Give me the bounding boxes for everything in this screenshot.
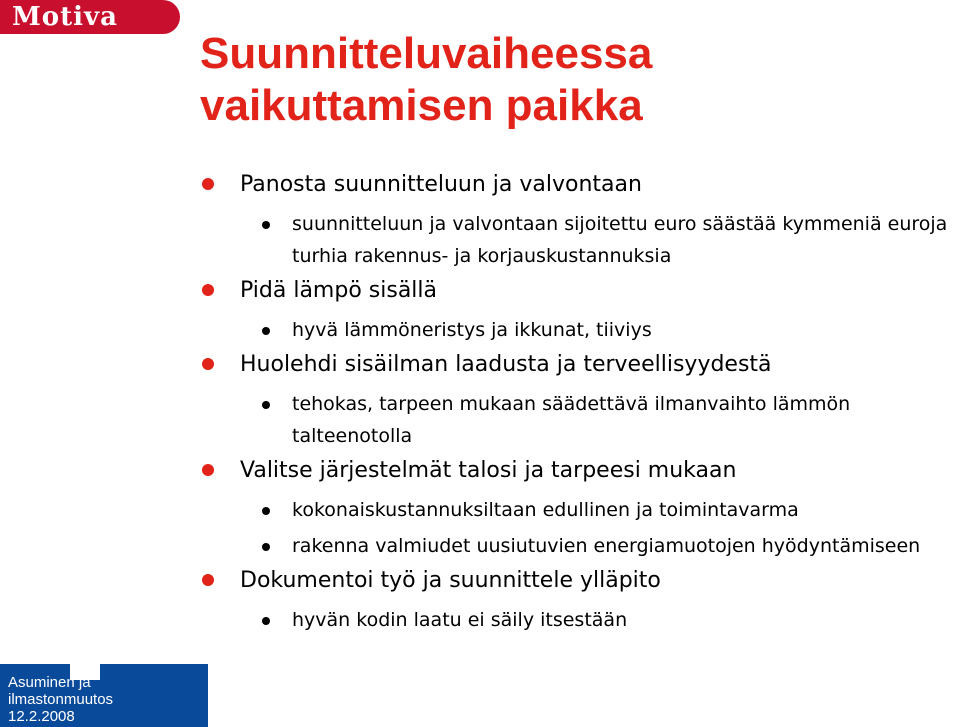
sub-bullet-item	[200, 388, 958, 452]
sub-bullet-text: kokonaiskustannuksiltaan edullinen ja toimintavarma	[292, 499, 799, 521]
footer-text	[8, 674, 113, 725]
bullet-item	[200, 276, 958, 306]
sub-bullet-item	[200, 208, 958, 272]
bullet-text: Dokumentoi työ ja suunnittele ylläpito	[240, 568, 661, 593]
sub-bullet-text: tehokas, tarpeen mukaan säädettävä ilmanvaihto lämmön talteenotolla	[292, 393, 851, 447]
bullet-list	[200, 170, 958, 640]
black-bullet-icon	[262, 507, 270, 515]
red-bullet-icon	[202, 358, 214, 370]
footer-date: 12.2.2008	[8, 708, 75, 725]
sub-bullet-item	[200, 494, 958, 526]
footer-line-1: Asuminen ja	[8, 674, 91, 691]
red-bullet-icon	[202, 284, 214, 296]
black-bullet-icon	[262, 617, 270, 625]
sub-bullet-text: hyvän kodin laatu ei säily itsestään	[292, 609, 628, 631]
sub-bullet-text: suunnitteluun ja valvontaan sijoitettu euro säästää kymmeniä euroja turhia rakennus- ja korjauskustannuksia	[292, 213, 948, 267]
bullet-text: Valitse järjestelmät talosi ja tarpeesi mukaan	[240, 458, 737, 483]
bullet-item	[200, 350, 958, 380]
bullet-item	[200, 170, 958, 200]
motiva-logo	[0, 0, 180, 34]
red-bullet-icon	[202, 464, 214, 476]
black-bullet-icon	[262, 327, 270, 335]
bullet-text: Panosta suunnitteluun ja valvontaan	[240, 172, 642, 197]
bullet-item	[200, 566, 958, 596]
sub-bullet-item	[200, 604, 958, 636]
bullet-item	[200, 456, 958, 486]
sub-bullet-text: hyvä lämmöneristys ja ikkunat, tiiviys	[292, 319, 652, 341]
black-bullet-icon	[262, 221, 270, 229]
bullet-text: Pidä lämpö sisällä	[240, 278, 438, 303]
black-bullet-icon	[262, 401, 270, 409]
red-bullet-icon	[202, 178, 214, 190]
slide-title	[200, 28, 652, 132]
red-bullet-icon	[202, 574, 214, 586]
sub-bullet-item	[200, 314, 958, 346]
sub-bullet-text: rakenna valmiudet uusiutuvien energiamuotojen hyödyntämiseen	[292, 535, 921, 557]
footer-line-2: ilmastonmuutos	[8, 691, 114, 708]
title-line-1: Suunnitteluvaiheessa	[200, 29, 653, 78]
logo-text: Motiva	[12, 2, 118, 32]
black-bullet-icon	[262, 543, 270, 551]
sub-bullet-item	[200, 530, 958, 562]
title-line-2: vaikuttamisen paikka	[200, 81, 643, 130]
bullet-text: Huolehdi sisäilman laadusta ja terveellisyydestä	[240, 352, 772, 377]
